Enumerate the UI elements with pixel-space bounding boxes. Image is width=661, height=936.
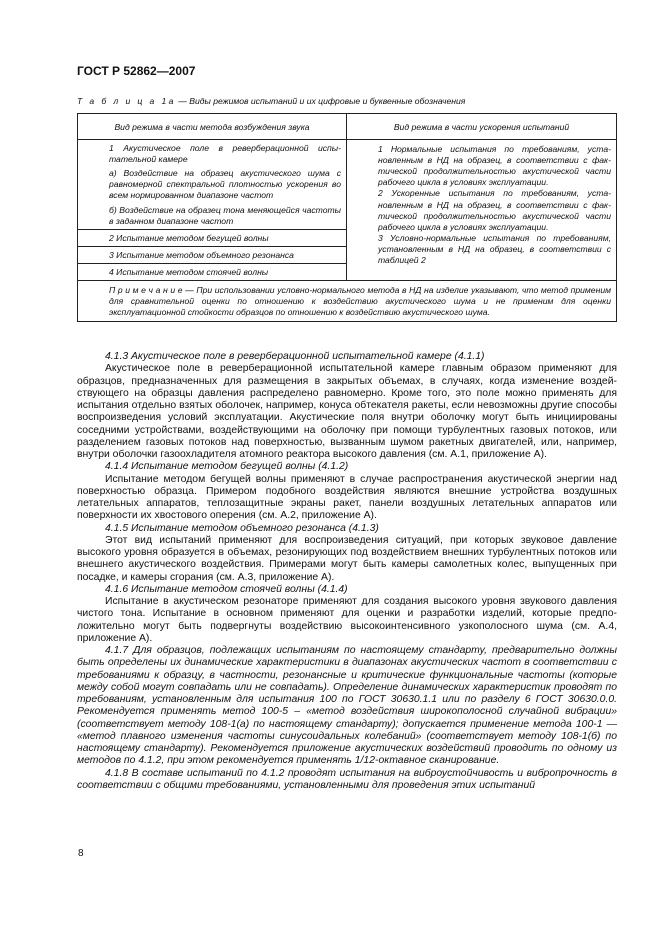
table-caption-text: — Виды режимов испытаний и их цифровые и буквенные обозначения <box>175 96 466 106</box>
test-modes-table <box>77 113 617 322</box>
table-cell-method-1 <box>78 140 347 230</box>
paragraph-4-1-8: 4.1.8 В составе испытаний по 4.1.2 проводят испытания на виброустойчивость и вибропрочность в соответствии с общими требованиями, установленными для проведения этих испытаний <box>77 767 617 791</box>
table-cell-acceleration-modes <box>347 140 617 281</box>
table-cell-method-2 <box>78 229 347 246</box>
paragraph-4-1-3: Акустическое поле в реверберационной испытательной камере главным образом применяют для образцов, предназначенных для размещения в закрытых объемах, в случаях, когда изменение воздействующего на образцы давления распределено равномерно. Кроме того, это поле можно применять для испытания отдельно взятых оболочек, например, конуса обтекателя ракеты, если невозможны другие способы воспроизведения условий эксплуатации. Акустические поля внутри оболочку могут быть инициированы соседними устройствами, воздействующими на оболочку при помощи турбулентных газовых потоков, или разделением газовых потоков над поверхностью, вызванным шумом ракетных двигателей, или, например, внутри оболочки газоохладителя атомного реактора высокого давления (см. А.1, приложение А). <box>77 363 617 460</box>
table-cell-method-3 <box>78 246 347 263</box>
method-4-label: 4 Испытание методом стоячей волны <box>109 266 269 277</box>
table-note <box>78 281 617 322</box>
heading-4-1-4: 4.1.4 Испытание методом бегущей волны (4.1.2) <box>105 461 349 473</box>
table-header-row <box>78 114 617 140</box>
heading-4-1-6: 4.1.6 Испытание методом стоячей волны (4.1.4) <box>105 583 348 595</box>
table-caption <box>77 96 617 106</box>
table-cell-method-4 <box>78 263 347 280</box>
method-1-text <box>83 143 341 165</box>
acceleration-mode-2: 2 Ускоренные испытания по требованиям, установленным в НД на образец, в соответствии с фактической продолжительностью акустической части рабочего цикла в условиях эксплуатации. <box>378 188 611 232</box>
method-1b-text <box>83 205 341 227</box>
standard-designation: ГОСТ Р 52862—2007 <box>77 64 196 78</box>
table-note-text: П р и м е ч а н и е — При использовании условно-нормального метода в НД на изделие указывают, что метод применим для сравнительной оценки по отношению к воздействию акустического шума и не применим для оценки эксплуатационной стойкости образцов по отношению к воздействию акустического шума. <box>109 285 611 318</box>
paragraph-4-1-7: 4.1.7 Для образцов, подлежащих испытаниям по настоящему стандарту, предварительно должны быть определены их динамические характеристики в диапазонах акустических частот в соответствии с требованиями к образцу, в частности, резонансные и критические функциональные частоты (которые между собой могут совпадать или не совпадать). Определение динамических характеристик проводят по требованиям, установленным для испытания 100 по ГОСТ 30630.1.1 или по разделу 6 ГОСТ 30630.0.0. Рекомендуется применять метод 100-5 – «метод воздействия широкополосной случайной вибрации» (соответствует методу 108-1(а) по настоящему стандарту); допускается применение метода 100-1 — «метод плавного изменения частоты синусоидальных колебаний» (соответствует методу 108-1(б) по настоящему стандарту). Рекомендуется приложение акустических воздействий проводить по одному из методов по 4.1.2, при этом рекомендуется применять 1/12-октавное сканирование. <box>77 645 617 767</box>
table-note-row <box>78 281 617 322</box>
method-1a-text <box>83 168 341 201</box>
body-text <box>77 351 617 792</box>
method-1-label: 1 Акустическое поле в реверберационной испытательной камере <box>109 143 341 165</box>
acceleration-mode-1: 1 Нормальные испытания по требованиям, установленным в НД на образец, в соответствии с фактической продолжительностью акустической части рабочего цикла в условиях эксплуатации. <box>378 144 611 188</box>
paragraph-4-1-6: Испытание в акустическом резонаторе применяют для создания высокого уровня звукового давления чистого тона. Испытание в основном применяют для оценки и разработки изделий, которые предположительно могут быть подвергнуты воздействию высокоинтенсивного узкополосного шума (см. А.4, приложение А). <box>77 596 617 644</box>
table-header-cell-acceleration: Вид режима в части ускорения испытаний <box>347 114 617 140</box>
heading-4-1-3: 4.1.3 Акустическое поле в реверберационной испытательной камере (4.1.1) <box>105 351 485 362</box>
paragraph-4-1-5: Этот вид испытаний применяют для воспроизведения ситуаций, при которых звуковое давление высокого уровня образуется в объемах, резонирующих под воздействием внешних турбулентных потоков или внешнего акустического воздействия. Примерами могут быть камеры самолетных колес, выпущенных при посадке, и камеры сгорания (см. А.3, приложение А). <box>77 534 617 583</box>
paragraph-4-1-4: Испытание методом бегущей волны применяют в случае распространения акустической энергии над поверхностью образца. Примером подобного воздействия являются внешние устройства воздушных летательных аппаратов, теплозащитные экраны ракет, панели воздушных летательных аппаратов или поверхности их хвостового оперения (см. А.2, приложение А). <box>77 473 617 522</box>
method-1a-label: а) Воздействие на образец акустического шума с равномерной спектральной плотностью ускорения во всем нормированном диапазоне частот <box>109 168 341 201</box>
acceleration-mode-3: 3 Условно-нормальные испытания по требованиям, установленным в НД на образец, в соответствии с таблицей 2 <box>378 232 611 266</box>
table-row <box>78 140 617 230</box>
table-header-cell-excitation: Вид режима в части метода возбуждения звука <box>78 114 347 140</box>
method-3-label: 3 Испытание методом объемного резонанса <box>109 249 294 260</box>
method-1b-label: б) Воздействие на образец тона меняющейся частоты в заданном диапазоне частот <box>109 204 341 226</box>
heading-4-1-5: 4.1.5 Испытание методом объемного резонанса (4.1.3) <box>105 522 379 534</box>
table-caption-label: Т а б л и ц а 1а <box>77 96 176 106</box>
method-2-label: 2 Испытание методом бегущей волны <box>109 232 269 243</box>
page-number: 8 <box>78 848 84 859</box>
